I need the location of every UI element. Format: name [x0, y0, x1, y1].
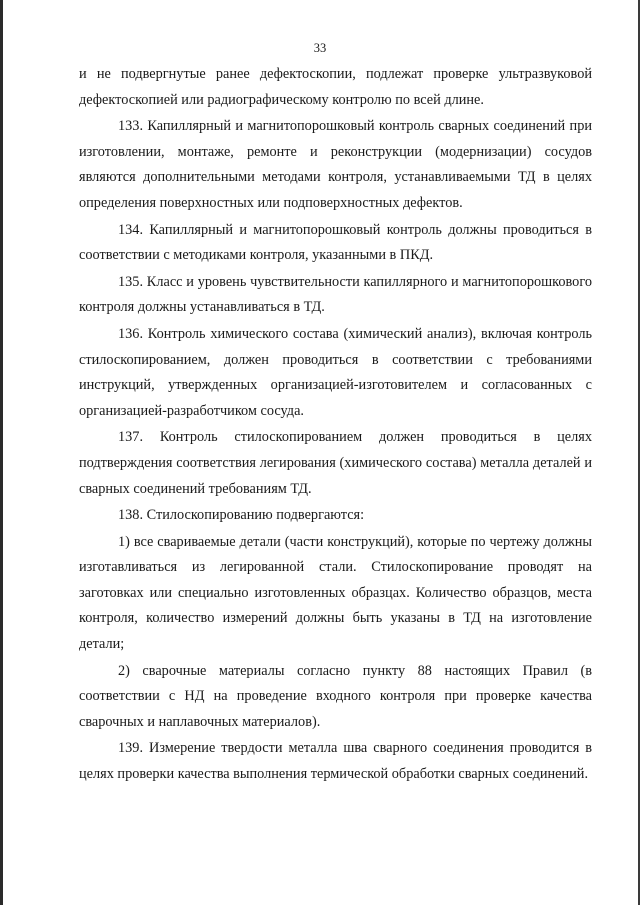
- paragraph-136: 136. Контроль химического состава (химический анализ), включая контроль стилоскопированием, должен проводиться в соответствии с требованиями инструкций, утвержденных организацией-изготовителем и согласованных с организацией-разработчиком сосуда.: [79, 325, 592, 419]
- paragraph-138-item-2: 2) сварочные материалы согласно пункту 88 настоящих Правил (в соответствии с НД на проведение входного контроля при проверке качества сварочных и наплавочных материалов).: [79, 662, 592, 730]
- paragraph-135: 135. Класс и уровень чувствительности капиллярного и магнитопорошкового контроля должны устанавливаться в ТД.: [79, 273, 592, 316]
- page-number: 33: [313, 41, 327, 55]
- paragraph-139: 139. Измерение твердости металла шва сварного соединения проводится в целях проверки качества выполнения термической обработки сварных соединений.: [79, 740, 592, 783]
- paragraph-continuation: и не подвергнутые ранее дефектоскопии, подлежат проверке ультразвуковой дефектоскопией или радиографическому контролю по всей длине.: [79, 66, 592, 108]
- paragraph-138: 138. Стилоскопированию подвергаются:: [118, 507, 365, 524]
- document-body: [79, 62, 592, 789]
- paragraph-138-item-1: 1) все свариваемые детали (части конструкций), которые по чертежу должны изготавливаться из легированной стали. Стилоскопирование проводят на заготовках или специально изготовленных образцах. Количество образцов, места контроля, количество измерений должны быть указаны в ТД на изготовление детали;: [79, 533, 592, 653]
- paragraph-134: 134. Капиллярный и магнитопорошковый контроль должны проводиться в соответствии с методиками контроля, указанными в ПКД.: [79, 221, 592, 264]
- paragraph-133: 133. Капиллярный и магнитопорошковый контроль сварных соединений при изготовлении, монтаже, ремонте и реконструкции (модернизации) сосудов являются дополнительными методами контроля, устанавливаемыми ТД в целях определения поверхностных или подповерхностных дефектов.: [79, 118, 592, 211]
- paragraph-137: 137. Контроль стилоскопированием должен проводиться в целях подтверждения соответствия легирования (химического состава) металла деталей и сварных соединений требованиям ТД.: [79, 429, 592, 497]
